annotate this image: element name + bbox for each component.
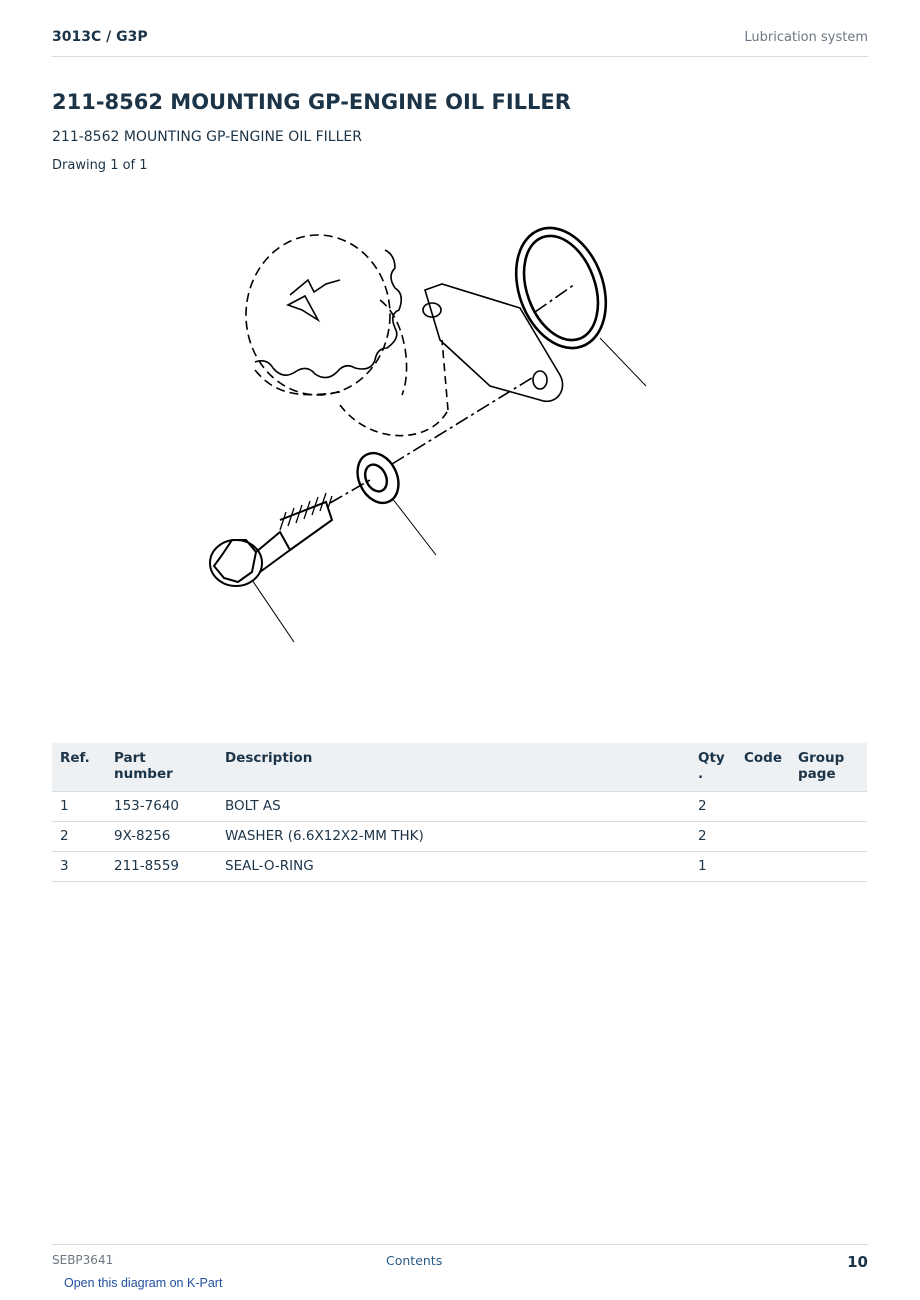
table-header-row — [52, 743, 867, 792]
header-ref: Ref. — [52, 743, 106, 792]
section-label: Lubrication system — [744, 30, 868, 45]
cell-group-page — [790, 792, 867, 822]
table-row — [52, 822, 867, 852]
contents-link[interactable]: Contents — [386, 1253, 443, 1268]
filler-cap-drawing — [246, 235, 407, 395]
cell-qty: 1 — [690, 852, 736, 882]
kpart-link[interactable]: Open this diagram on K-Part — [64, 1276, 223, 1290]
washer-drawing — [350, 446, 406, 509]
cell-code — [736, 792, 790, 822]
cell-qty: 2 — [690, 792, 736, 822]
header-code: Code — [736, 743, 790, 792]
cell-description: WASHER (6.6X12X2-MM THK) — [217, 822, 690, 852]
cell-ref: 2 — [52, 822, 106, 852]
model-label: 3013C / G3P — [52, 29, 148, 45]
page-number: 10 — [847, 1253, 868, 1271]
cap-handle-drawing — [288, 280, 340, 320]
table-row — [52, 792, 867, 822]
cell-code — [736, 852, 790, 882]
o-ring-drawing — [500, 215, 621, 360]
page-title: 211-8562 MOUNTING GP-ENGINE OIL FILLER — [52, 90, 571, 114]
parts-diagram — [180, 180, 740, 720]
cell-group-page — [790, 852, 867, 882]
document-id: SEBP3641 — [52, 1253, 114, 1267]
cell-part-number: 211-8559 — [106, 852, 217, 882]
bolt-drawing — [210, 493, 332, 586]
page-footer — [52, 1244, 868, 1275]
cell-ref: 1 — [52, 792, 106, 822]
header-qty: Qty . — [690, 743, 736, 792]
header-description: Description — [217, 743, 690, 792]
cell-group-page — [790, 822, 867, 852]
page-header — [52, 0, 868, 57]
adapter-body-drawing — [340, 340, 448, 436]
leader-lines — [252, 338, 646, 642]
header-part-number: Part number — [106, 743, 217, 792]
drawing-count: Drawing 1 of 1 — [52, 158, 148, 173]
cell-qty: 2 — [690, 822, 736, 852]
cell-part-number: 9X-8256 — [106, 822, 217, 852]
header-group-page: Group page — [790, 743, 867, 792]
cell-code — [736, 822, 790, 852]
cell-description: BOLT AS — [217, 792, 690, 822]
table-row — [52, 852, 867, 882]
parts-table — [52, 743, 867, 882]
cell-part-number: 153-7640 — [106, 792, 217, 822]
cell-description: SEAL-O-RING — [217, 852, 690, 882]
cell-ref: 3 — [52, 852, 106, 882]
page-subtitle: 211-8562 MOUNTING GP-ENGINE OIL FILLER — [52, 129, 362, 145]
